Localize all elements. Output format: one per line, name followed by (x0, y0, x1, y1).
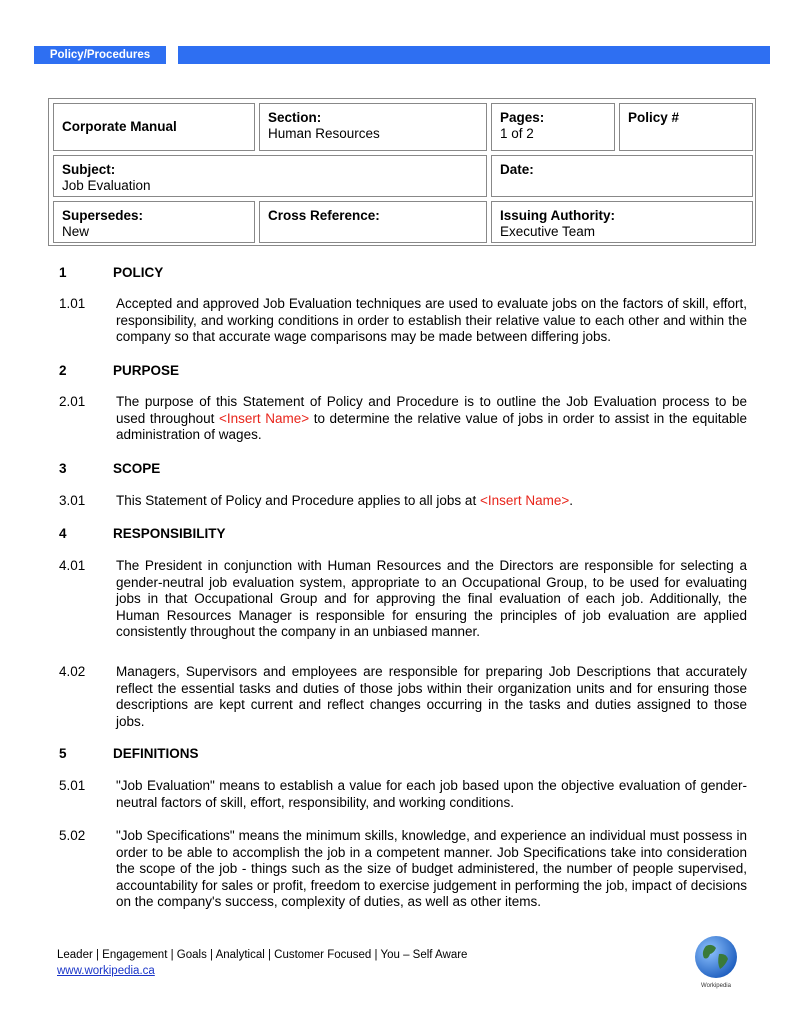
cell-issuing-authority (491, 201, 753, 243)
section-title: Section: (268, 110, 322, 125)
cell-supersedes (53, 201, 255, 243)
section-title: RESPONSIBILITY (113, 526, 226, 541)
section-number: 4 (59, 526, 67, 541)
insert-name-placeholder: <Insert Name> (219, 410, 310, 426)
paragraph-number: 3.01 (59, 493, 86, 508)
footer-website-link[interactable]: www.workipedia.ca (57, 965, 155, 977)
paragraph-text: This Statement of Policy and Procedure applies to all jobs at <Insert Name>. (116, 493, 574, 508)
paragraph-text: Managers, Supervisors and employees are responsible for preparing Job Descriptions that accurately reflect the essential tasks and duties of those jobs within their organization units and for ensuring those descriptions are kept current and reflect changes occurring in the tasks and duties assigned to those jobs. (116, 664, 747, 729)
footer (57, 947, 467, 979)
date-title: Date: (500, 162, 534, 177)
paragraph-number: 5.02 (59, 828, 86, 843)
section-title: PURPOSE (113, 363, 180, 378)
paragraph-number: 2.01 (59, 394, 86, 409)
paragraph-4-02 (59, 664, 747, 730)
section-number: 3 (59, 461, 67, 476)
policy-title: Policy # (628, 110, 680, 125)
paragraph-number: 4.02 (59, 664, 86, 679)
logo-wordmark: Workipedia (701, 983, 731, 989)
insert-name-placeholder: <Insert Name> (479, 493, 570, 508)
pages-title: Pages: (500, 110, 545, 125)
paragraph-1-01 (59, 296, 747, 346)
paragraph-text: The President in conjunction with Human Resources and the Directors are responsible for selecting a gender-neutral job evaluation system, appropriate to an Occupational Group, to be used for evaluating jobs in that Occupational Group and for approving the final evaluation of each job. Additionally, the Human Resources Manager is responsible for ensuring the principles of job evaluation are applied consistently throughout the company in an unbiased manner. (116, 558, 747, 639)
authority-title: Issuing Authority: (500, 208, 615, 223)
section-number: 5 (59, 746, 67, 761)
section-title: SCOPE (113, 461, 161, 476)
manual-title: Corporate Manual (62, 119, 177, 134)
cell-date (491, 155, 753, 197)
section-value: Human Resources (268, 126, 380, 141)
pages-value: 1 of 2 (500, 126, 534, 141)
subject-value: Job Evaluation (62, 178, 151, 193)
header-banner (34, 46, 770, 64)
crossref-title: Cross Reference: (268, 208, 380, 223)
cell-section (259, 103, 487, 151)
subject-title: Subject: (62, 162, 116, 177)
paragraph-text: "Job Specifications" means the minimum skills, knowledge, and experience an individual must possess in order to be able to accomplish the job in a competent manner. Job Specifications take into consideration the scope of the job - things such as the size of budget administered, the number of people supervised, accountability for sales or profit, freedom to exercise judgement in performing the job, impact of decisions on the company's success, complexity of duties, as well as other items. (116, 828, 747, 909)
paragraph-text: The purpose of this Statement of Policy and Procedure is to outline the Job Evaluation process to be used throughout <Insert Name> to determine the relative value of jobs in order to assist in the equitable administration of wages. (116, 394, 747, 442)
header-label: Policy/Procedures (34, 46, 166, 64)
supersedes-value: New (62, 224, 90, 239)
paragraph-5-01 (59, 778, 747, 811)
workipedia-logo (692, 934, 740, 994)
cell-cross-reference (259, 201, 487, 243)
section-title: DEFINITIONS (113, 746, 199, 761)
globe-icon (692, 934, 740, 994)
paragraph-5-02 (59, 828, 747, 911)
header-bar (178, 46, 770, 64)
cell-policy (619, 103, 753, 151)
section-title: POLICY (113, 265, 164, 280)
policy-header-table (48, 98, 756, 246)
paragraph-text: "Job Evaluation" means to establish a value for each job based upon the objective evaluation of gender-neutral factors of skill, effort, responsibility, and working conditions. (116, 778, 747, 810)
section-number: 2 (59, 363, 67, 378)
cell-subject (53, 155, 487, 197)
paragraph-4-01 (59, 558, 747, 641)
paragraph-number: 4.01 (59, 558, 86, 573)
paragraph-number: 1.01 (59, 296, 86, 311)
paragraph-text: Accepted and approved Job Evaluation techniques are used to evaluate jobs on the factors of skill, effort, responsibility, and working conditions in order to establish their relative value to each other and within the company so that accurate wage comparisons may be made between differing jobs. (116, 296, 747, 344)
paragraph-number: 5.01 (59, 778, 86, 793)
cell-manual (53, 103, 255, 151)
footer-tagline: Leader | Engagement | Goals | Analytical | Customer Focused | You – Self Aware (57, 949, 468, 961)
cell-pages (491, 103, 615, 151)
paragraph-2-01 (59, 394, 747, 444)
authority-value: Executive Team (500, 224, 596, 239)
section-number: 1 (59, 265, 67, 280)
supersedes-title: Supersedes: (62, 208, 144, 223)
paragraph-3-01 (59, 493, 747, 510)
